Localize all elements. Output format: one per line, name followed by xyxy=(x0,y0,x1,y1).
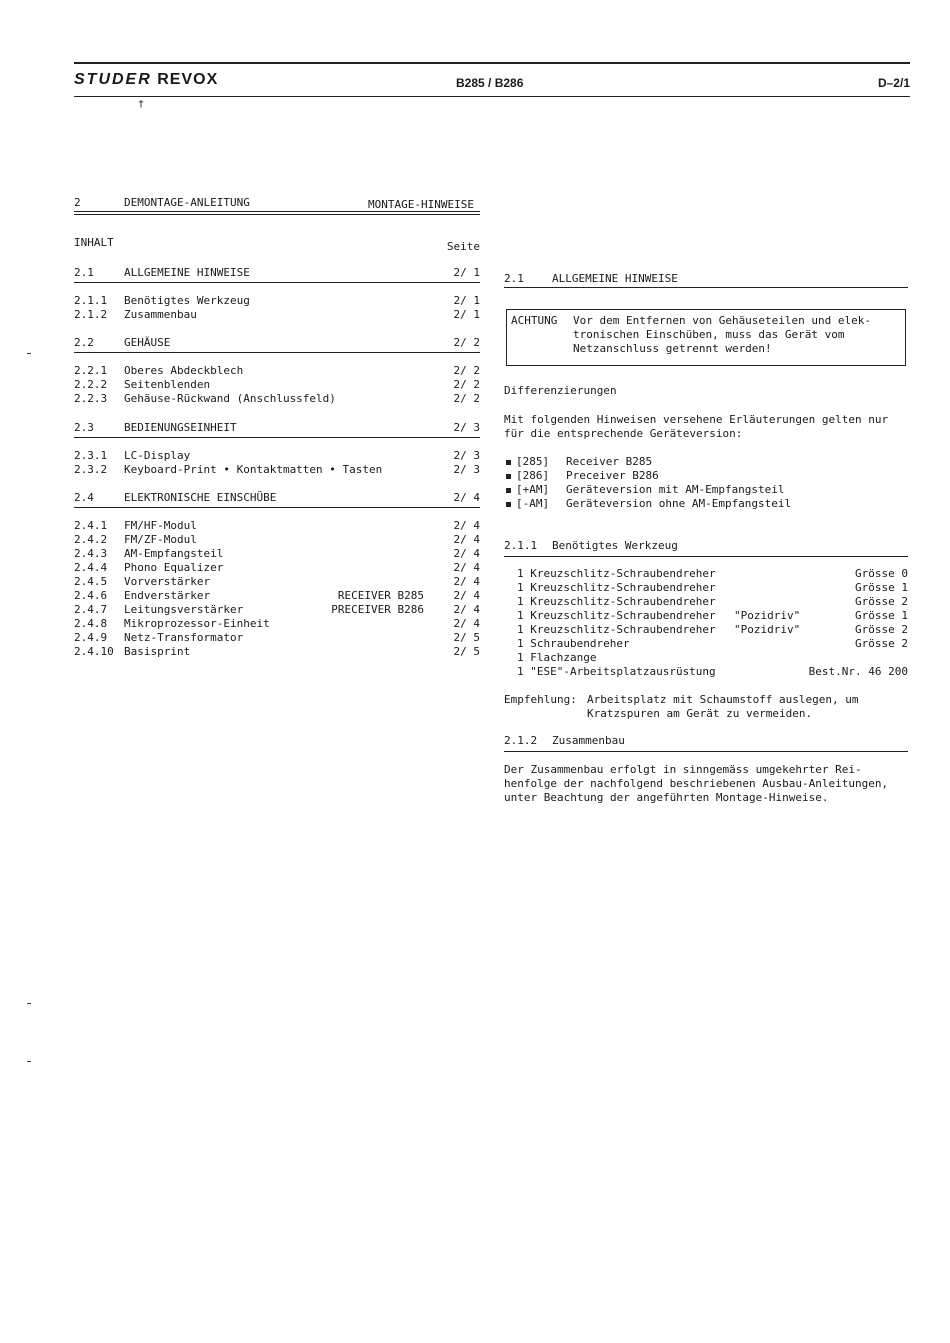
toc-item-page: 2/ 4 xyxy=(453,589,480,602)
toc-item-page: 2/ 5 xyxy=(453,645,480,658)
toc-item-title: Seitenblenden xyxy=(124,378,211,391)
toc-item-page: 2/ 5 xyxy=(453,631,480,644)
tool-size: Grösse 1 xyxy=(855,609,908,622)
header-page-number: D–2/1 xyxy=(877,76,910,90)
recommendation-label: Empfehlung: xyxy=(504,693,577,706)
toc-item-title: Zusammenbau xyxy=(124,308,197,321)
header-bottom-rule xyxy=(74,96,910,97)
toc-item-title: Keyboard-Print • Kontaktmatten • Tasten xyxy=(124,463,383,476)
scan-mark xyxy=(27,353,31,354)
tool-size: Grösse 2 xyxy=(855,623,908,636)
toc-item-model: PRECEIVER B286 xyxy=(331,603,424,616)
version-tag: [+AM] xyxy=(516,483,550,496)
assembly-rule xyxy=(504,751,908,752)
warning-line: Vor dem Entfernen von Gehäuseteilen und elek- xyxy=(573,314,872,327)
section-subtitle: MONTAGE-HINWEISE xyxy=(368,198,474,211)
toc-item-number: 2.4.10 xyxy=(74,645,114,658)
toc-item-number: 2.4.5 xyxy=(74,575,108,588)
toc-group-number: 2.2 xyxy=(74,336,94,349)
differentiation-title: Differenzierungen xyxy=(504,384,617,397)
bullet-icon xyxy=(506,460,511,465)
assembly-line: henfolge der nachfolgend beschriebenen Ausbau-Anleitungen, xyxy=(504,777,889,790)
toc-item-title: LC-Display xyxy=(124,449,191,462)
differentiation-text: Mit folgenden Hinweisen versehene Erläuterungen gelten nur xyxy=(504,413,889,426)
tool-name: 1 Kreuzschlitz-Schraubendreher xyxy=(517,623,716,636)
tool-size: Grösse 1 xyxy=(855,581,908,594)
right-section-number: 2.1 xyxy=(504,272,524,285)
toc-item-title: AM-Empfangsteil xyxy=(124,547,224,560)
version-tag: [285] xyxy=(516,455,550,468)
header-model: B285 / B286 xyxy=(456,76,524,90)
toc-item-title: Basisprint xyxy=(124,645,191,658)
toc-item-page: 2/ 4 xyxy=(453,561,480,574)
toc-item-title: Mikroprozessor-Einheit xyxy=(124,617,270,630)
tool-name: 1 Kreuzschlitz-Schraubendreher xyxy=(517,567,716,580)
tool-name: 1 "ESE"-Arbeitsplatzausrüstung xyxy=(517,665,716,678)
header-top-rule xyxy=(74,62,910,64)
brand-revox: REVOX xyxy=(157,71,219,88)
toc-item-page: 2/ 4 xyxy=(453,575,480,588)
toc-group-number: 2.4 xyxy=(74,491,94,504)
tool-size: Best.Nr. 46 200 xyxy=(808,665,908,678)
toc-item-page: 2/ 4 xyxy=(453,617,480,630)
toc-item-page: 2/ 2 xyxy=(453,392,480,405)
tools-number: 2.1.1 xyxy=(504,539,538,552)
bullet-icon xyxy=(506,488,511,493)
toc-item-number: 2.4.9 xyxy=(74,631,108,644)
tool-name: 1 Kreuzschlitz-Schraubendreher xyxy=(517,595,716,608)
recommendation-line: Kratzspuren am Gerät zu vermeiden. xyxy=(587,707,813,720)
toc-page-label: Seite xyxy=(446,240,480,253)
tool-size: Grösse 2 xyxy=(855,595,908,608)
toc-item-title: Benötigtes Werkzeug xyxy=(124,294,250,307)
assembly-line: unter Beachtung der angeführten Montage-Hinweise. xyxy=(504,791,829,804)
toc-item-number: 2.4.8 xyxy=(74,617,108,630)
toc-group-rule xyxy=(74,352,480,353)
ornament-mark: † xyxy=(138,99,145,110)
toc-item-number: 2.2.2 xyxy=(74,378,108,391)
tools-rule xyxy=(504,556,908,557)
toc-item-page: 2/ 4 xyxy=(453,533,480,546)
toc-item-number: 2.4.4 xyxy=(74,561,108,574)
toc-item-title: Netz-Transformator xyxy=(124,631,244,644)
tool-name: 1 Kreuzschlitz-Schraubendreher xyxy=(517,609,716,622)
toc-heading: INHALT xyxy=(74,236,114,249)
toc-item-title: Gehäuse-Rückwand (Anschlussfeld) xyxy=(124,392,336,405)
recommendation-line: Arbeitsplatz mit Schaumstoff auslegen, um xyxy=(587,693,859,706)
toc-group-rule xyxy=(74,437,480,438)
brand-logo xyxy=(74,71,218,89)
toc-item-number: 2.1.1 xyxy=(74,294,108,307)
assembly-line: Der Zusammenbau erfolgt in sinngemäss umgekehrter Rei- xyxy=(504,763,862,776)
toc-item-title: Endverstärker xyxy=(124,589,211,602)
warning-line: Netzanschluss getrennt werden! xyxy=(573,342,772,355)
toc-group-number: 2.3 xyxy=(74,421,94,434)
toc-item-page: 2/ 4 xyxy=(453,603,480,616)
toc-item-number: 2.4.1 xyxy=(74,519,108,532)
toc-item-title: FM/HF-Modul xyxy=(124,519,197,532)
section-rule-2 xyxy=(74,214,480,215)
version-tag: [286] xyxy=(516,469,550,482)
toc-item-number: 2.1.2 xyxy=(74,308,108,321)
section-number: 2 xyxy=(74,196,81,209)
toc-item-title: Oberes Abdeckblech xyxy=(124,364,244,377)
toc-item-number: 2.4.3 xyxy=(74,547,108,560)
toc-group-page: 2/ 2 xyxy=(453,336,480,349)
warning-line: tronischen Einschüben, muss das Gerät vom xyxy=(573,328,845,341)
brand-studer: STUDER xyxy=(74,71,152,88)
toc-item-number: 2.3.2 xyxy=(74,463,108,476)
assembly-number: 2.1.2 xyxy=(504,734,538,747)
bullet-icon xyxy=(506,502,511,507)
tool-size: Grösse 2 xyxy=(855,637,908,650)
toc-group-title: BEDIENUNGSEINHEIT xyxy=(124,421,237,434)
toc-item-page: 2/ 2 xyxy=(453,378,480,391)
toc-item-page: 2/ 2 xyxy=(453,364,480,377)
toc-group-rule xyxy=(74,282,480,283)
toc-group-page: 2/ 4 xyxy=(453,491,480,504)
tool-name: 1 Schraubendreher xyxy=(517,637,630,650)
bullet-icon xyxy=(506,474,511,479)
version-text: Receiver B285 xyxy=(566,455,653,468)
toc-item-page: 2/ 3 xyxy=(453,463,480,476)
toc-item-number: 2.4.7 xyxy=(74,603,108,616)
toc-item-title: Vorverstärker xyxy=(124,575,211,588)
tools-title: Benötigtes Werkzeug xyxy=(552,539,678,552)
toc-item-number: 2.2.1 xyxy=(74,364,108,377)
toc-item-page: 2/ 4 xyxy=(453,519,480,532)
section-rule-1 xyxy=(74,211,480,212)
assembly-title: Zusammenbau xyxy=(552,734,625,747)
version-text: Geräteversion mit AM-Empfangsteil xyxy=(566,483,785,496)
version-tag: [-AM] xyxy=(516,497,550,510)
right-section-title: ALLGEMEINE HINWEISE xyxy=(552,272,678,285)
scan-mark xyxy=(27,1003,31,1004)
toc-group-title: GEHÄUSE xyxy=(124,336,171,349)
toc-item-title: FM/ZF-Modul xyxy=(124,533,197,546)
section-title: DEMONTAGE-ANLEITUNG xyxy=(124,196,250,209)
tool-name: 1 Flachzange xyxy=(517,651,597,664)
toc-item-page: 2/ 3 xyxy=(453,449,480,462)
toc-item-number: 2.4.2 xyxy=(74,533,108,546)
toc-group-number: 2.1 xyxy=(74,266,94,279)
toc-item-page: 2/ 1 xyxy=(453,308,480,321)
right-section-rule xyxy=(504,287,908,288)
toc-item-page: 2/ 1 xyxy=(453,294,480,307)
toc-group-page: 2/ 1 xyxy=(453,266,480,279)
toc-item-number: 2.4.6 xyxy=(74,589,108,602)
toc-item-number: 2.3.1 xyxy=(74,449,108,462)
toc-group-rule xyxy=(74,507,480,508)
version-text: Geräteversion ohne AM-Empfangsteil xyxy=(566,497,792,510)
toc-item-model: RECEIVER B285 xyxy=(337,589,424,602)
tool-type: "Pozidriv" xyxy=(734,623,801,636)
toc-item-number: 2.2.3 xyxy=(74,392,108,405)
toc-group-page: 2/ 3 xyxy=(453,421,480,434)
warning-label: ACHTUNG xyxy=(511,314,558,327)
tool-size: Grösse 0 xyxy=(855,567,908,580)
toc-item-title: Leitungsverstärker xyxy=(124,603,244,616)
toc-item-title: Phono Equalizer xyxy=(124,561,224,574)
tool-type: "Pozidriv" xyxy=(734,609,801,622)
toc-group-title: ALLGEMEINE HINWEISE xyxy=(124,266,250,279)
toc-item-page: 2/ 4 xyxy=(453,547,480,560)
tool-name: 1 Kreuzschlitz-Schraubendreher xyxy=(517,581,716,594)
version-text: Preceiver B286 xyxy=(566,469,659,482)
toc-group-title: ELEKTRONISCHE EINSCHÜBE xyxy=(124,491,277,504)
differentiation-text: für die entsprechende Geräteversion: xyxy=(504,427,743,440)
scan-mark xyxy=(27,1061,31,1062)
